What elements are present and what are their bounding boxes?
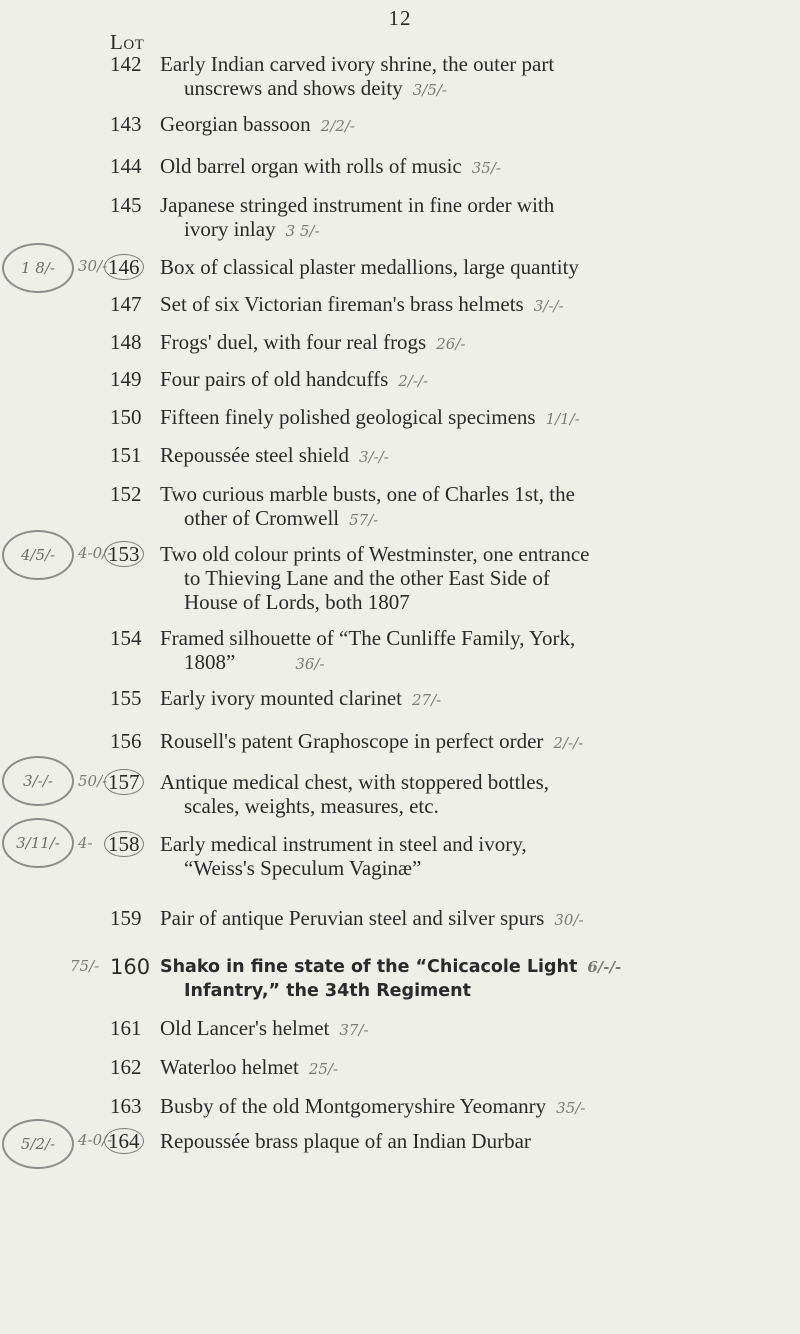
lot-number: 155 [110,686,142,710]
lot-description: Early ivory mounted clarinet 27/- [160,686,442,710]
lot-column-header: Lot [110,30,145,54]
handwritten-price: 30/- [554,911,584,929]
handwritten-circle-mark: 4/5/- [2,530,74,580]
lot-description: Early Indian carved ivory shrine, the outer part unscrews and shows deity 3/5/- [160,52,555,100]
handwritten-circle-mark: 5/2/- [2,1119,74,1169]
lot-number: 146 [110,255,156,279]
handwritten-price: 35/- [556,1099,586,1117]
lot-number: 154 [110,626,142,650]
handwritten-price: 2/-/- [398,372,429,390]
lot-description: Antique medical chest, with stoppered bottles, scales, weights, measures, etc. [160,770,549,818]
page-number: 12 [388,6,412,30]
lot-number: 156 [110,729,142,753]
handwritten-price: 1/1/- [545,410,580,428]
handwritten-price: 3 5/- [285,222,320,240]
handwritten-price: 25/- [308,1060,339,1078]
handwritten-price: 35/- [471,159,501,177]
lot-number: 142 [110,52,142,76]
lot-description: Repoussée brass plaque of an Indian Durbar [160,1129,531,1153]
handwritten-price: 2/-/- [553,734,584,752]
lot-description: Busby of the old Montgomeryshire Yeomanry 35/- [160,1094,586,1118]
handwritten-mark: 4-0/- [78,544,113,562]
lot-description: Set of six Victorian fireman's brass helmets 3/-/- [160,292,564,316]
lot-description: Box of classical plaster medallions, large quantity [160,255,579,279]
handwritten-circle-mark: 3/11/- [2,818,74,868]
lot-description: Pair of antique Peruvian steel and silver spurs 30/- [160,906,584,930]
handwritten-circle-mark: 1 8/- [2,243,74,293]
handwritten-price: 3/5/- [412,81,447,99]
lot-description: Waterloo helmet 25/- [160,1055,339,1079]
lot-number: 151 [110,443,142,467]
lot-description: Georgian bassoon 2/2/- [160,112,355,136]
handwritten-price: 3/-/- [358,448,389,466]
handwritten-price: 3/-/- [533,297,564,315]
lot-description: Rousell's patent Graphoscope in perfect order 2/-/- [160,729,584,753]
lot-number: 144 [110,154,142,178]
handwritten-price: 27/- [412,691,442,709]
lot-description: Fifteen finely polished geological specimens 1/1/- [160,405,580,429]
lot-number: 164 [110,1129,156,1153]
lot-description: Two curious marble busts, one of Charles 1st, the other of Cromwell 57/- [160,482,575,530]
lot-number: 161 [110,1016,142,1040]
lot-number: 145 [110,193,142,217]
lot-number: 152 [110,482,142,506]
lot-number: 160 [110,955,151,979]
handwritten-price: 2/2/- [320,117,355,135]
handwritten-price: 57/- [349,511,379,529]
handwritten-price: 36/- [295,655,325,673]
lot-number: 157 [110,770,156,794]
lot-description: Old Lancer's helmet 37/- [160,1016,369,1040]
handwritten-mark: 30/- [78,257,108,275]
lot-number: 147 [110,292,142,316]
lot-description: Shako in fine state of the “Chicacole Light 6/-/- Infantry,” the 34th Regiment [160,957,622,1001]
lot-number: 149 [110,367,142,391]
lot-number: 148 [110,330,142,354]
lot-number: 143 [110,112,142,136]
handwritten-circle-mark: 3/-/- [2,756,74,806]
lot-number: 162 [110,1055,142,1079]
lot-number: 163 [110,1094,142,1118]
handwritten-mark: 4-0/- [78,1131,113,1149]
lot-description: Four pairs of old handcuffs 2/-/- [160,367,429,391]
lot-number: 153 [110,542,156,566]
lot-description: Early medical instrument in steel and ivory, “Weiss's Speculum Vaginæ” [160,832,527,880]
lot-description: Japanese stringed instrument in fine order with ivory inlay 3 5/- [160,193,555,241]
lot-description: Old barrel organ with rolls of music 35/- [160,154,501,178]
lot-description: Two old colour prints of Westminster, one entrance to Thieving Lane and the other East Side of House of Lords, both 1807 [160,542,590,614]
handwritten-price: 37/- [339,1021,369,1039]
lot-description: Framed silhouette of “The Cunliffe Family, York, 1808” 36/- [160,626,576,674]
handwritten-mark: 50/- [78,772,108,790]
lot-number: 158 [110,832,156,856]
handwritten-price: 6/-/- [587,958,622,976]
lot-number: 150 [110,405,142,429]
lot-description: Repoussée steel shield 3/-/- [160,443,389,467]
handwritten-price: 26/- [436,335,466,353]
handwritten-mark: 4- [78,834,93,852]
lot-description: Frogs' duel, with four real frogs 26/- [160,330,466,354]
lot-number: 159 [110,906,142,930]
handwritten-mark: 75/- [70,957,100,975]
